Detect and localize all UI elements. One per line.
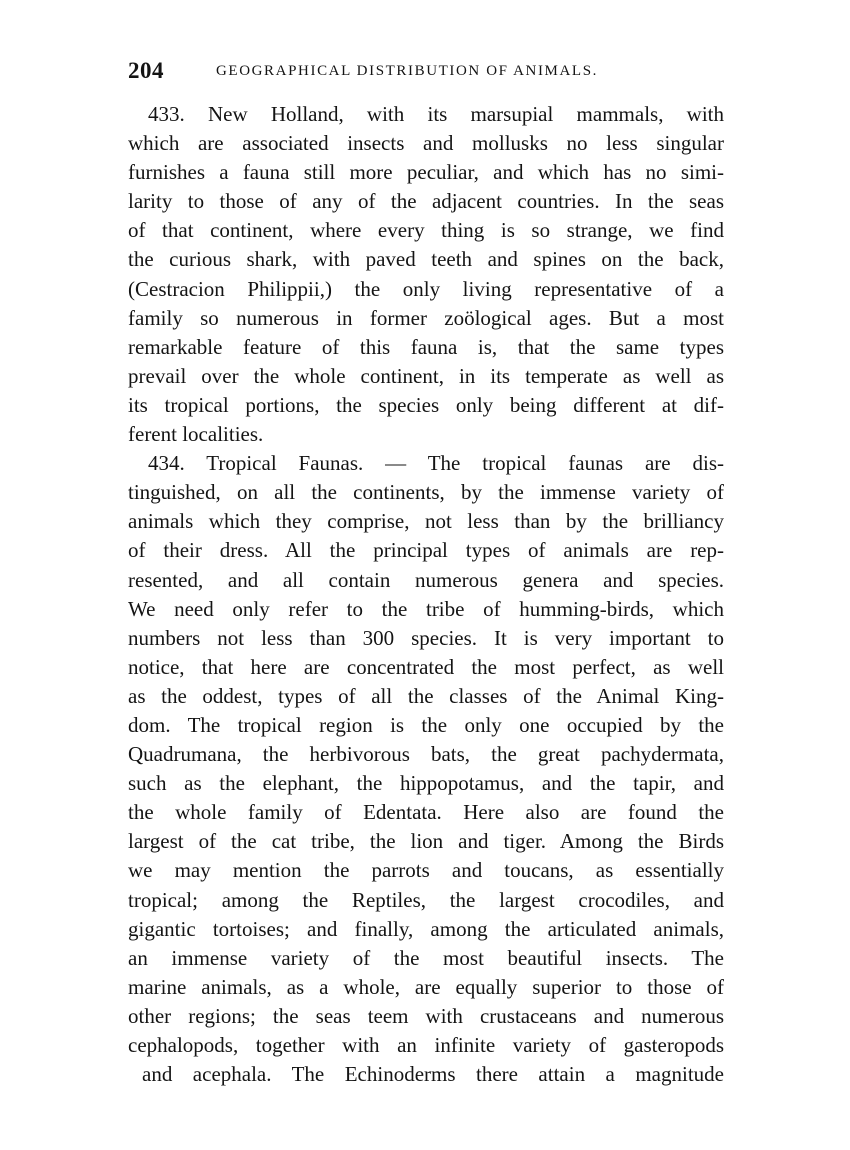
text-line: dom. The tropical region is the only one occupied by the: [128, 712, 724, 737]
text-line: Quadrumana, the herbivorous bats, the great pachydermata,: [128, 742, 724, 767]
text-line: ferent localities.: [128, 422, 264, 447]
text-line: prevail over the whole continent, in its temperate as well as: [128, 363, 724, 388]
text-line: an immense variety of the most beautiful insects. The: [128, 945, 724, 970]
text-line: remarkable feature of this fauna is, that the same types: [128, 334, 724, 359]
text-line: of their dress. All the principal types of animals are rep-: [128, 538, 724, 563]
text-line: 433. New Holland, with its marsupial mammals, with: [148, 102, 724, 126]
text-line: such as the elephant, the hippopotamus, and the tapir, and: [128, 771, 724, 796]
text-line: the whole family of Edentata. Here also are found the: [128, 800, 724, 825]
text-line: We need only refer to the tribe of humming-birds, which: [128, 596, 724, 621]
text-line: and acephala. The Echinoderms there attain a magnitude: [142, 1062, 724, 1087]
page-number: 204: [128, 58, 164, 83]
text-line: gigantic tortoises; and finally, among the articulated animals,: [128, 916, 724, 941]
text-line: marine animals, as a whole, are equally superior to those of: [128, 974, 724, 999]
text-line: notice, that here are concentrated the most perfect, as well: [128, 654, 724, 679]
text-line: resented, and all contain numerous genera and species.: [128, 567, 724, 592]
text-line: we may mention the parrots and toucans, as essentially: [128, 858, 724, 883]
text-line: family so numerous in former zoölogical ages. But a most: [128, 305, 724, 330]
text-line: 434. Tropical Faunas. — The tropical faunas are dis-: [148, 451, 724, 476]
text-line: (Cestracion Philippii,) the only living representative of a: [128, 276, 724, 301]
page-header: [128, 58, 728, 88]
text-line: tropical; among the Reptiles, the largest crocodiles, and: [128, 887, 724, 912]
text-line: of that continent, where every thing is so strange, we find: [128, 218, 724, 243]
text-line: animals which they comprise, not less than by the brilliancy: [128, 509, 724, 534]
text-line: the curious shark, with paved teeth and spines on the back,: [128, 247, 724, 272]
text-line: furnishes a fauna still more peculiar, and which has no simi-: [128, 160, 724, 185]
body-text: [128, 100, 724, 1089]
text-line: other regions; the seas teem with crustaceans and numerous: [128, 1003, 724, 1028]
text-line: numbers not less than 300 species. It is very important to: [128, 625, 724, 650]
running-head: GEOGRAPHICAL DISTRIBUTION OF ANIMALS.: [216, 63, 598, 79]
text-line: its tropical portions, the species only being different at dif-: [128, 392, 724, 417]
text-line: tinguished, on all the continents, by the immense variety of: [128, 480, 724, 505]
text-line: cephalopods, together with an infinite variety of gasteropods: [128, 1033, 724, 1057]
text-line: as the oddest, types of all the classes of the Animal King-: [128, 683, 724, 708]
text-line: which are associated insects and mollusks no less singular: [128, 131, 724, 156]
text-line: larity to those of any of the adjacent countries. In the seas: [128, 189, 724, 214]
text-line: largest of the cat tribe, the lion and tiger. Among the Birds: [128, 829, 724, 854]
